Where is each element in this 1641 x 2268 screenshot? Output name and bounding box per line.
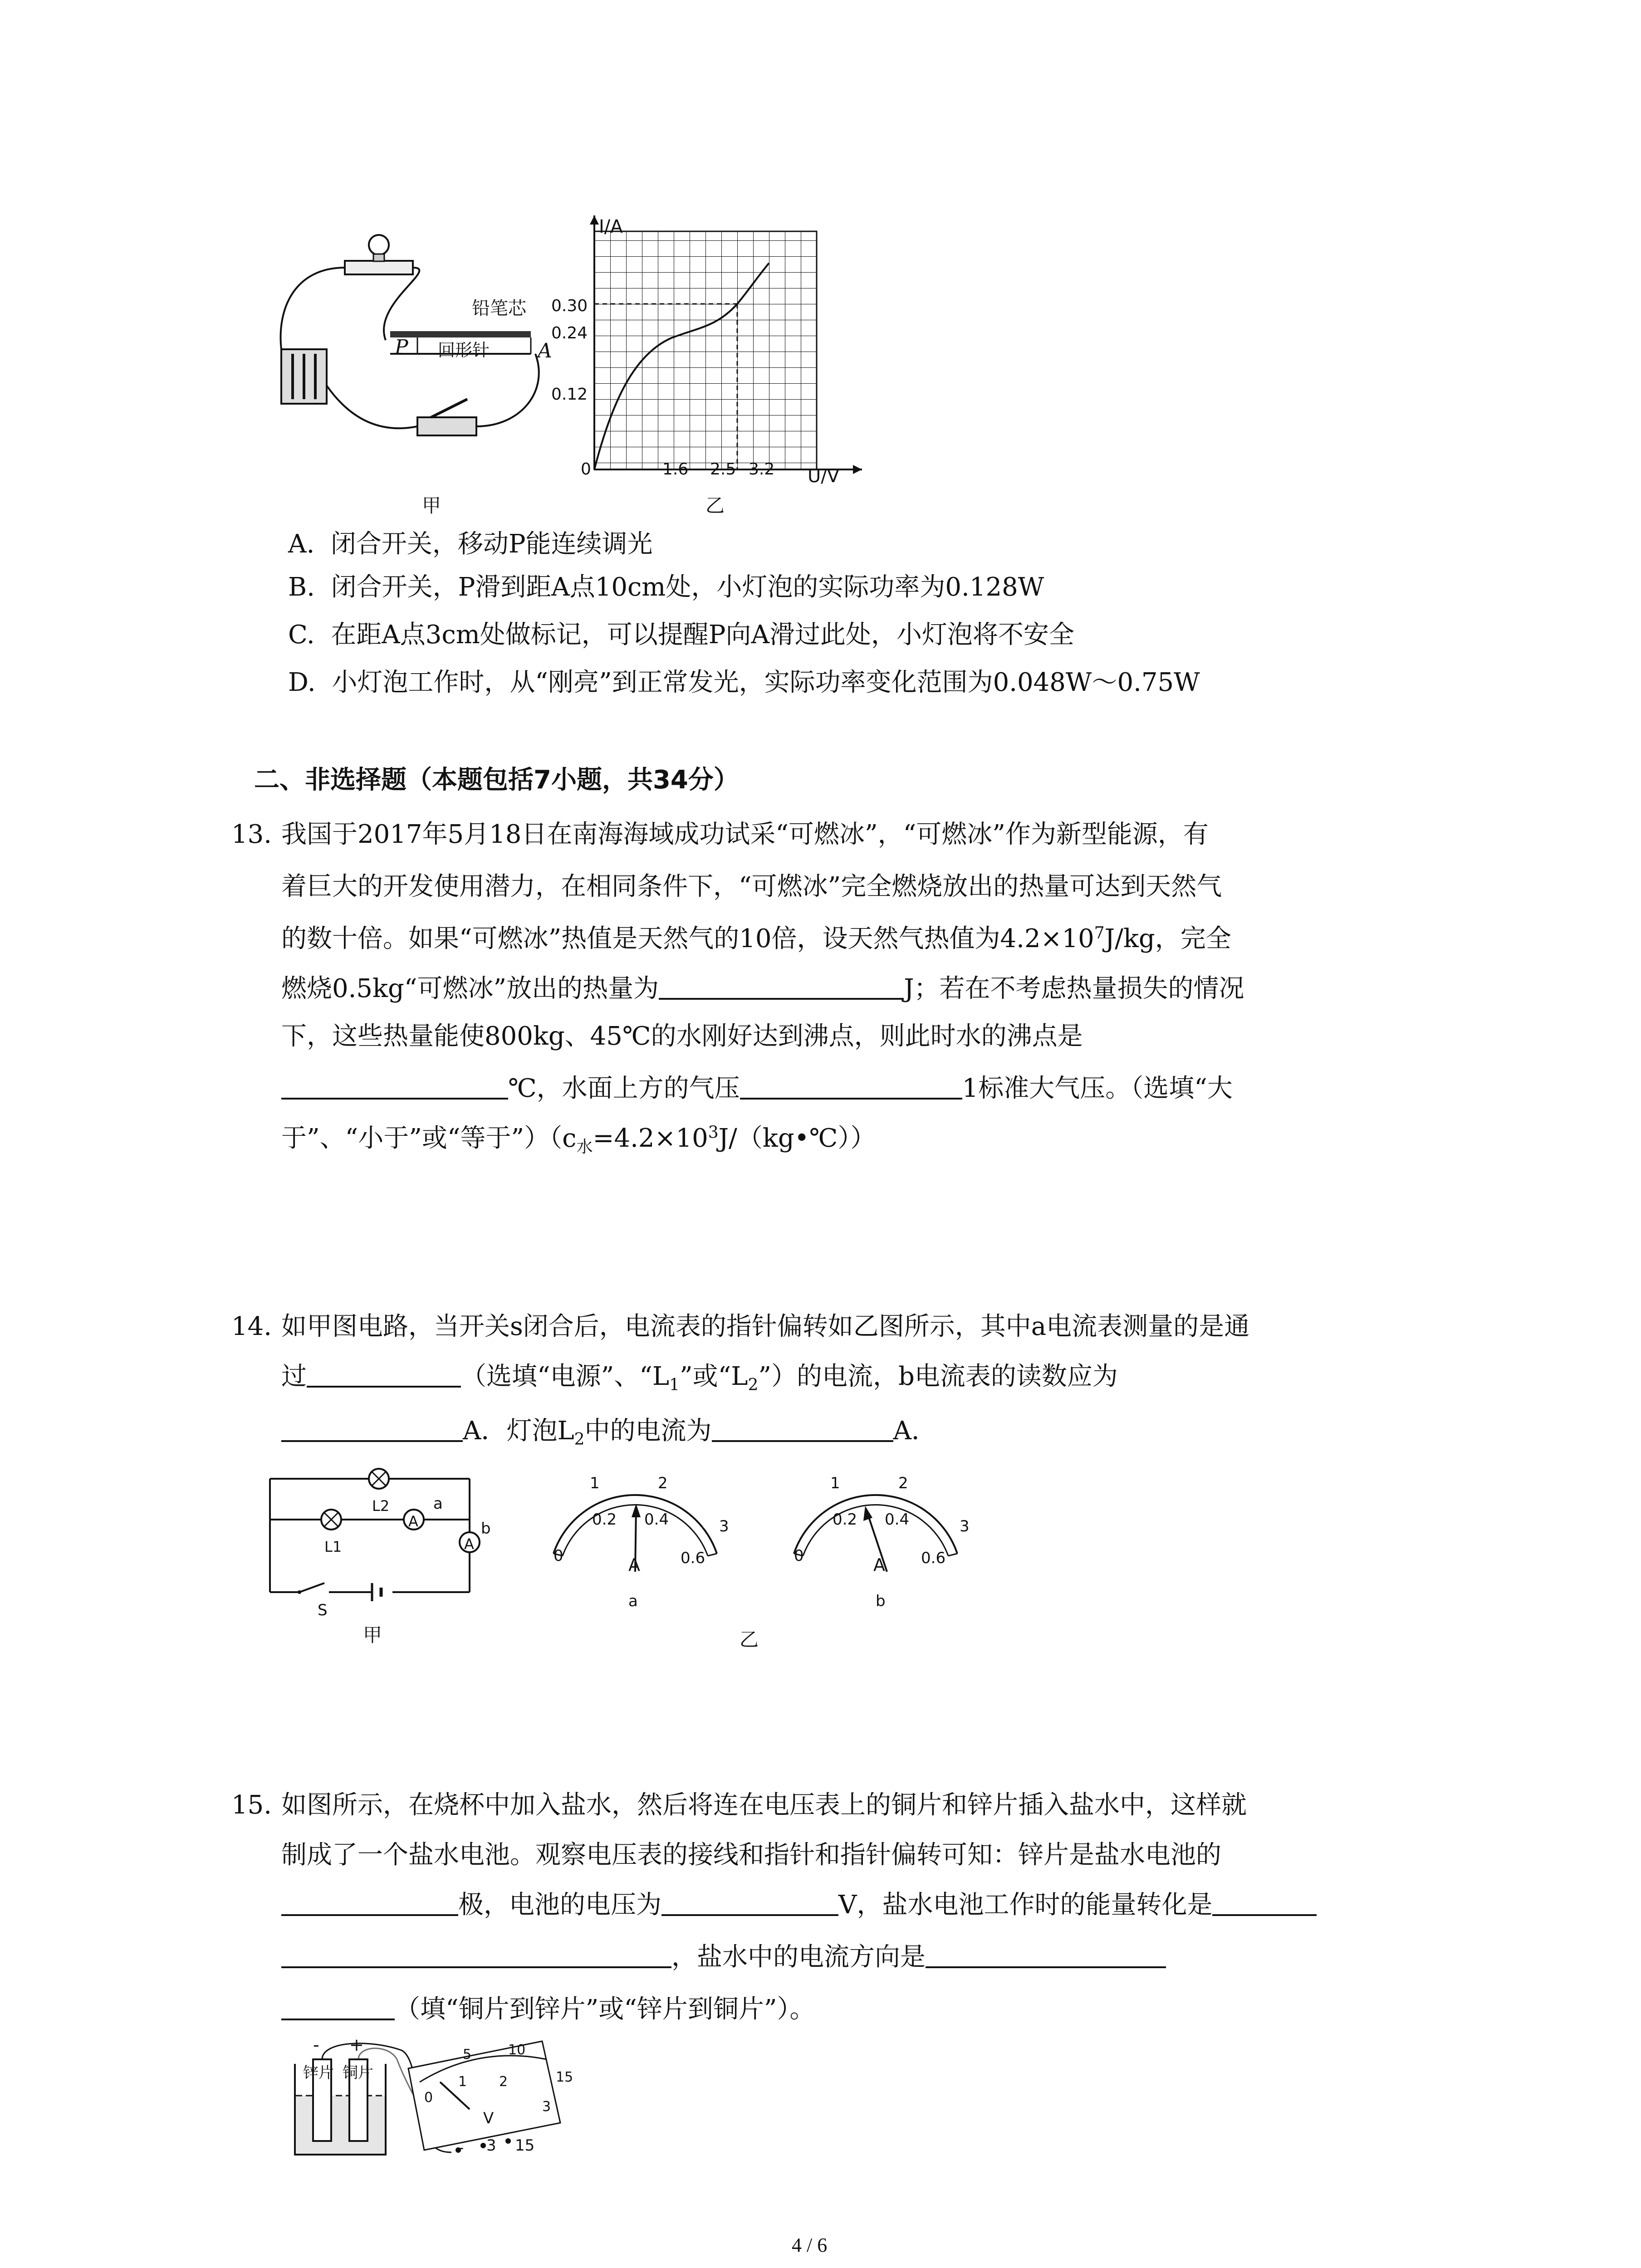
voltmeter-unit: V	[483, 2109, 494, 2127]
y-tick-012: 0.12	[551, 385, 588, 404]
q15-blank-energy[interactable]	[281, 1945, 671, 1968]
voltmeter-scale-1: 1	[458, 2074, 467, 2090]
q13-line6	[281, 1075, 1233, 1102]
salt-battery-figure	[279, 2032, 624, 2168]
page-number: 4 / 6	[792, 2234, 828, 2256]
x-tick-16: 1.6	[662, 460, 689, 479]
q15-blank-direction[interactable]	[926, 1945, 1166, 1968]
option-a	[288, 531, 653, 558]
minus-sign: -	[313, 2035, 319, 2055]
q15-line4-text: ，盐水中的电流方向是	[671, 1942, 926, 1972]
q13-line4-rest: J；若在不考虑热量损失的情况	[904, 974, 1244, 1003]
q14-l2-label: L2	[372, 1497, 390, 1515]
option-d	[288, 669, 1200, 696]
q14-line3-sub: 2	[574, 1430, 585, 1449]
q15-blank-pole[interactable]	[281, 1893, 458, 1916]
zinc-label: 锌片	[303, 2064, 334, 2082]
meter-a-caption: a	[628, 1592, 638, 1610]
q13-line2: 着巨大的开发使用潜力，在相同条件下，“可燃冰”完全燃烧放出的热量可达到天然气	[281, 872, 1222, 901]
option-b-text: 闭合开关，P滑到距A点10cm处，小灯泡的实际功率为0.128W	[331, 572, 1044, 602]
iu-graph-yi	[563, 209, 880, 499]
voltmeter-scale-3: 3	[542, 2099, 551, 2115]
meter-a-unit: A	[628, 1555, 640, 1575]
q14-blank-l2-current[interactable]	[712, 1419, 893, 1442]
q14-meter-a-glyph: A	[408, 1513, 418, 1530]
q15-number: 15.	[231, 1790, 272, 1820]
voltmeter-scale-5: 5	[463, 2047, 472, 2063]
meter-b-06: 0.6	[921, 1549, 946, 1567]
q14-line2-sub1: 1	[669, 1376, 680, 1395]
q13-line3-text: 的数十倍。如果“可燃冰”热值是天然气的10倍，设天然气热值为4.2×10	[281, 924, 1094, 953]
q13-line5: 下，这些热量能使800kg、45℃的水刚好达到沸点，则此时水的沸点是	[281, 1022, 1083, 1051]
q14-line2-mid: （选填“电源”、“L	[461, 1362, 670, 1391]
meter-b-04: 0.4	[885, 1510, 910, 1529]
meter-b-top-3: 3	[960, 1517, 970, 1535]
q15-blank-energy-start[interactable]	[1212, 1893, 1317, 1916]
q13-line3-sup: 7	[1094, 924, 1105, 943]
q14-line2-mid2: ”或“L	[679, 1362, 748, 1391]
meter-a-top-3: 3	[719, 1517, 729, 1535]
q15-blank-direction-end[interactable]	[281, 1998, 395, 2020]
q15-blank-voltage[interactable]	[661, 1893, 838, 1916]
q15-line5	[281, 1996, 815, 2023]
q14-line1: 如甲图电路，当开关s闭合后，电流表的指针偏转如乙图所示，其中a电流表测量的是通	[281, 1312, 1250, 1341]
q14-line2	[281, 1362, 1118, 1395]
option-c	[288, 621, 1074, 649]
q14-line3-unit: A．	[893, 1416, 937, 1446]
clip-label: 回形针	[438, 340, 490, 360]
q13-blank-heat[interactable]	[659, 977, 904, 1000]
q15-line1: 如图所示，在烧杯中加入盐水，然后将连在电压表上的铜片和锌片插入盐水中，这样就	[281, 1790, 1247, 1820]
meter-b-unit: A	[873, 1555, 885, 1575]
copper-label: 铜片	[343, 2064, 373, 2082]
section-title: 二、非选择题（本题包括7小题，共34分）	[254, 765, 739, 795]
q14-blank-through[interactable]	[307, 1365, 461, 1388]
origin-label: 0	[581, 460, 591, 479]
q13-line1: 我国于2017年5月18日在南海海域成功试采“可燃冰”，“可燃冰”作为新型能源，有	[281, 820, 1209, 849]
option-c-letter: C.	[288, 620, 315, 650]
lead-label: 铅笔芯	[472, 298, 526, 319]
option-b	[288, 574, 1044, 601]
circuit-figure-jia	[268, 218, 594, 454]
q14-blank-b-reading[interactable]	[281, 1419, 463, 1442]
q15-line3-text: 极，电池的电压为	[458, 1890, 661, 1920]
q13-line3-unit: J/kg，完全	[1104, 924, 1231, 953]
meter-b-caption: b	[876, 1592, 886, 1610]
x-tick-25: 2.5	[710, 460, 736, 479]
y-tick-024: 0.24	[551, 324, 588, 342]
q13-line7-sub: 水	[576, 1138, 593, 1157]
q14-line2-sub2: 2	[748, 1376, 759, 1395]
q14-line2-text: 过	[281, 1362, 307, 1391]
q15-line2: 制成了一个盐水电池。观察电压表的接线和指针和指针偏转可知：锌片是盐水电池的	[281, 1840, 1221, 1870]
q13-line4	[281, 975, 1244, 1002]
q14-circuit-jia	[268, 1456, 504, 1601]
q14-b-label: b	[481, 1520, 491, 1538]
q14-number: 14.	[231, 1312, 272, 1341]
q13-line3	[281, 925, 1231, 953]
q13-number: 13.	[231, 820, 272, 849]
option-b-letter: B.	[288, 572, 315, 602]
option-d-text: 小灯泡工作时，从“刚亮”到正常发光，实际功率变化范围为0.048W～0.75W	[332, 668, 1200, 697]
voltmeter-scale-2: 2	[499, 2074, 508, 2090]
q14-line3-text: A．灯泡L	[463, 1416, 574, 1446]
y-axis-label: I/A	[599, 216, 623, 237]
option-d-letter: D.	[288, 668, 316, 697]
meter-a-top-2: 2	[658, 1474, 668, 1492]
plus-sign: +	[349, 2035, 364, 2055]
q13-line7-sup: 3	[708, 1123, 719, 1142]
caption-jia: 甲	[422, 494, 441, 517]
option-a-letter: A.	[288, 529, 315, 559]
q13-line4-text: 燃烧0.5kg“可燃冰”放出的热量为	[281, 974, 659, 1003]
q14-line3	[281, 1416, 937, 1449]
voltmeter-scale-15: 15	[556, 2069, 573, 2085]
q14-s-label: S	[318, 1601, 328, 1619]
q14-caption-jia: 甲	[363, 1624, 382, 1646]
q15-line5-text: （填“铜片到锌片”或“锌片到铜片”）。	[395, 1994, 815, 2024]
meter-b-02: 0.2	[833, 1510, 857, 1529]
q13-blank-boiling[interactable]	[281, 1077, 508, 1100]
option-a-text: 闭合开关，移动P能连续调光	[330, 529, 653, 559]
q15-line3-rest: V，盐水电池工作时的能量转化是	[838, 1890, 1213, 1920]
q14-l1-label: L1	[324, 1538, 342, 1555]
q13-line7-unit: J/（kg•℃））	[718, 1124, 876, 1153]
q15-line4	[281, 1944, 1166, 1971]
q13-line6-text: ℃，水面上方的气压	[508, 1074, 740, 1103]
meter-b-zero: 0	[794, 1547, 804, 1565]
meter-a-04: 0.4	[644, 1510, 669, 1529]
p-label: P	[395, 336, 408, 359]
meter-b-top-2: 2	[898, 1474, 908, 1492]
q13-line6-rest: 1标准大气压。（选填“大	[962, 1074, 1233, 1103]
voltmeter-scale-10: 10	[508, 2042, 526, 2058]
a-label: A	[538, 339, 552, 362]
q15-line3	[281, 1892, 1317, 1919]
meter-a-06: 0.6	[681, 1549, 705, 1567]
terminal-3: 3	[486, 2136, 496, 2155]
q13-line7-mid: =4.2×10	[593, 1124, 708, 1153]
terminal-minus: -	[458, 2139, 464, 2157]
meter-b-top-1: 1	[830, 1474, 840, 1492]
meter-a-zero: 0	[554, 1547, 563, 1565]
x-axis-label: U/V	[808, 466, 840, 487]
q14-caption-yi: 乙	[740, 1628, 759, 1651]
meter-a-top-1: 1	[590, 1474, 600, 1492]
q13-blank-pressure[interactable]	[740, 1077, 962, 1100]
y-tick-030: 0.30	[551, 297, 588, 315]
q13-line7	[281, 1123, 876, 1157]
q14-line3-mid: 中的电流为	[584, 1416, 712, 1446]
caption-yi: 乙	[705, 494, 725, 517]
q13-line7-text: 于”、“小于”或“等于”）（c	[281, 1124, 577, 1153]
q14-a-label: a	[433, 1495, 443, 1513]
meter-a-02: 0.2	[592, 1510, 617, 1529]
option-c-text: 在距A点3cm处做标记，可以提醒P向A滑过此处，小灯泡将不安全	[331, 620, 1074, 650]
x-tick-32: 3.2	[749, 460, 775, 479]
q14-line2-rest: ”）的电流，b电流表的读数应为	[758, 1362, 1118, 1391]
q14-meter-b-glyph: A	[464, 1535, 474, 1553]
voltmeter-scale-0: 0	[424, 2090, 433, 2106]
terminal-15: 15	[515, 2136, 535, 2155]
